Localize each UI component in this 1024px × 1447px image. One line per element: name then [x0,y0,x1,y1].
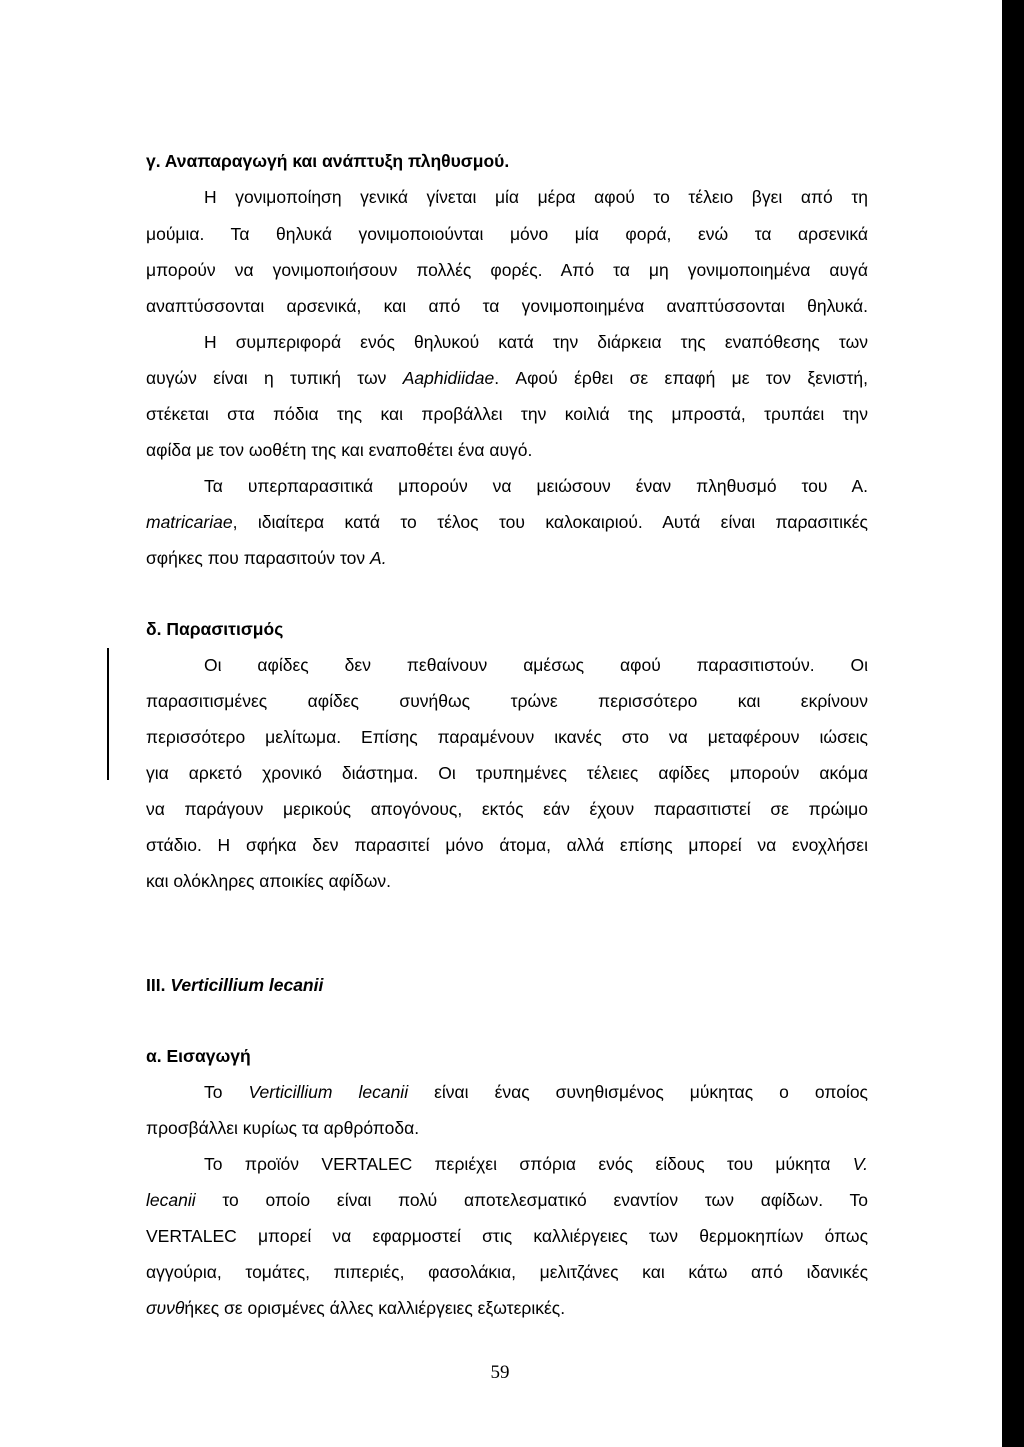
species-name: Aaphidiidae [402,368,495,388]
paragraph-line: περισσότερο μελίτωμα. Επίσης παραμένουν ικανές στο να μεταφέρουν ιώσεις [146,727,868,747]
text-run: , ιδιαίτερα κατά το τέλος του καλοκαιριού. Αυτά είναι παρασιτικές [232,512,868,532]
paragraph-line [146,548,387,568]
paragraph-line: μπορούν να γονιμοποιήσουν πολλές φορές. Από τα μη γονιμοποιημένα αυγά [146,260,868,280]
paragraph-line: Η γονιμοποίηση γενικά γίνεται μία μέρα αφού το τέλειο βγει από τη [204,187,868,207]
paragraph-line: VERTALEC μπορεί να εφαρμοστεί στις καλλιέργειες των θερμοκηπίων όπως [146,1226,868,1246]
text-run: αυγών είναι η τυπική των [146,368,403,388]
paragraph-line: και ολόκληρες αποικίες αφίδων. [146,871,391,891]
paragraph-line [146,368,868,388]
paragraph-line: μούμια. Τα θηλυκά γονιμοποιούνται μόνο μία φορά, ενώ τα αρσενικά [146,224,868,244]
text-run: σφήκες που παρασιτούν τον [146,548,371,568]
scan-edge [1002,0,1024,1447]
section-number: III. [146,975,171,995]
text-run: είναι ένας συνηθισμένος μύκητας ο οποίος [408,1082,868,1102]
species-name: lecanii [146,1190,196,1210]
section-heading-verticillium [146,975,323,995]
species-name: Verticillium lecanii [248,1082,409,1102]
species-name: Verticillium lecanii [170,975,324,995]
paragraph-line [146,1082,868,1102]
species-name: Α. [370,548,387,568]
paragraph-line: στάδιο. Η σφήκα δεν παρασιτεί μόνο άτομα, αλλά επίσης μπορεί να ενοχλήσει [146,835,868,855]
paragraph-line: αναπτύσσονται αρσενικά, και από τα γονιμοποιημένα αναπτύσσονται θηλυκά. [146,296,868,316]
paragraph-line [146,1154,868,1174]
paragraph-line: παρασιτισμένες αφίδες συνήθως τρώνε περισσότερο και εκρίνουν [146,691,868,711]
species-name: matricariae [146,512,233,532]
text-run: . Αφού έρθει σε επαφή με τον ξενιστή, [494,368,868,388]
page-number: 59 [490,1362,510,1383]
text-run: Το προϊόν VERTALEC περιέχει σπόρια ενός είδους του μύκητα [204,1154,853,1174]
species-name: V. [852,1154,868,1174]
section-heading-reproduction: γ. Αναπαραγωγή και ανάπτυξη πληθυσμού. [146,151,510,171]
paragraph-line: αγγούρια, τομάτες, πιπεριές, φασολάκια, μελιτζάνες και κάτω από ιδανικές [146,1262,868,1282]
paragraph-line: προσβάλλει κυρίως τα αρθρόποδα. [146,1118,420,1138]
margin-rule [107,648,109,780]
section-heading-introduction: α. Εισαγωγή [146,1046,251,1066]
paragraph-line: αφίδα με τον ωοθέτη της και εναποθέτει ένα αυγό. [146,440,533,460]
section-heading-parasitism: δ. Παρασιτισμός [146,619,284,639]
text-run: Το [204,1082,249,1102]
paragraph-line: Οι αφίδες δεν πεθαίνουν αμέσως αφού παρασιτιστούν. Οι [204,655,868,675]
text-run: συνθ [146,1298,185,1318]
paragraph-line [146,512,868,532]
paragraph-line: Η συμπεριφορά ενός θηλυκού κατά την διάρκεια της εναπόθεσης των [204,332,868,352]
paragraph-line: για αρκετό χρονικό διάστημα. Οι τρυπημένες τέλειες αφίδες μπορούν ακόμα [146,763,868,783]
paragraph-line: στέκεται στα πόδια της και προβάλλει την κοιλιά της μπροστά, τρυπάει την [146,404,868,424]
paragraph-line: Τα υπερπαρασιτικά μπορούν να μειώσουν έναν πληθυσμό του Α. [204,476,868,496]
paragraph-line [146,1298,565,1318]
text-run: το οποίο είναι πολύ αποτελεσματικό εναντίον των αφίδων. Το [195,1190,868,1210]
paragraph-line [146,1190,868,1210]
text-run: ήκες σε ορισμένες άλλες καλλιέργειες εξωτερικές. [184,1298,566,1318]
paragraph-line: να παράγουν μερικούς απογόνους, εκτός εάν έχουν παρασιτιστεί σε πρώιμο [146,799,868,819]
